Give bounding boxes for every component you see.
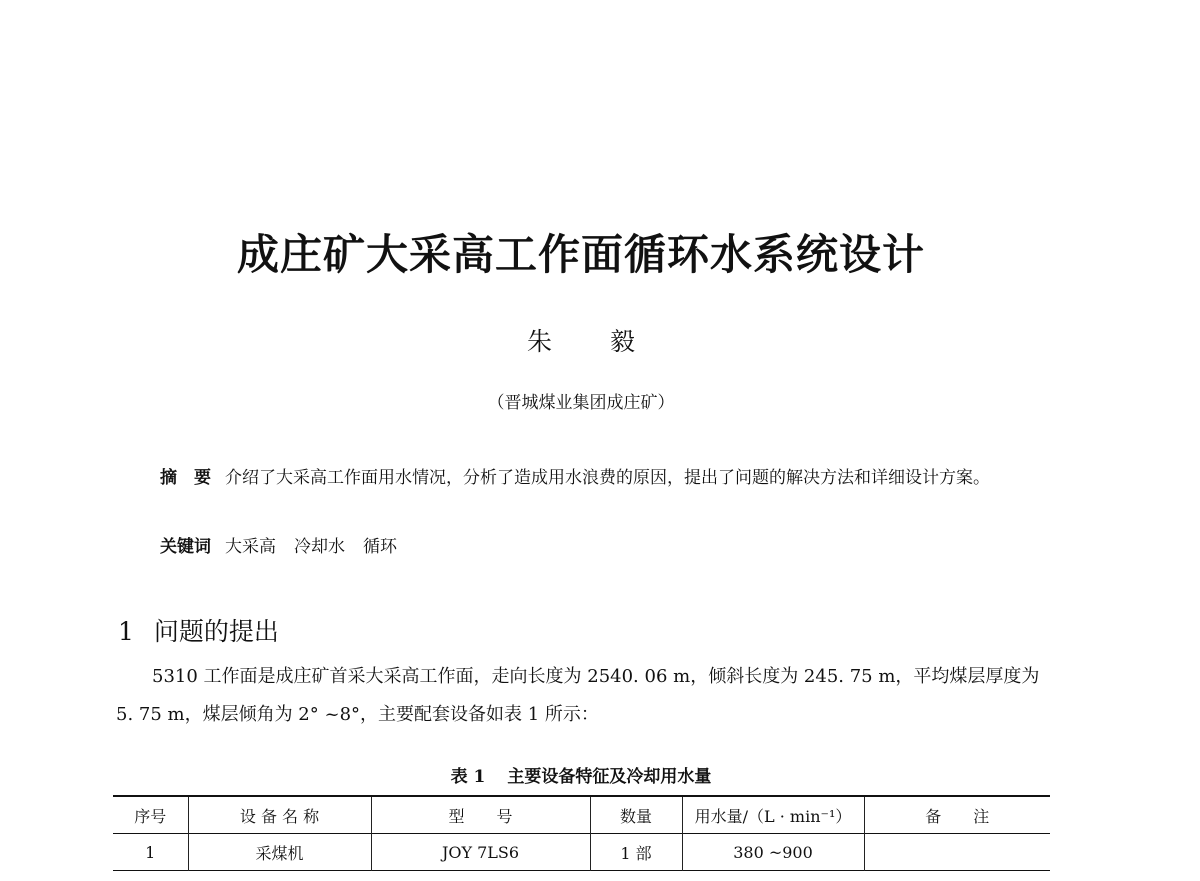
table-cell: 1 — [113, 834, 188, 871]
table-header-cell: 型 号 — [371, 796, 590, 834]
abstract-text: 介绍了大采高工作面用水情况，分析了造成用水浪费的原因，提出了问题的解决方法和详细设计方案。 — [225, 468, 990, 488]
section-title: 问题的提出 — [153, 617, 279, 646]
table-cell: JOY 7LS6 — [371, 834, 590, 871]
table-cell: 380 ~900 — [682, 834, 864, 871]
author-affiliation: （晋城煤业集团成庄矿） — [487, 393, 675, 413]
table-header-cell: 数量 — [590, 796, 682, 834]
keyword-item: 冷却水 — [294, 537, 345, 557]
keyword-item: 大采高 — [225, 537, 276, 557]
author-name: 朱 毅 — [527, 327, 635, 356]
table-header-cell: 备 注 — [864, 796, 1050, 834]
table-caption — [0, 762, 1162, 787]
table-header-cell: 序号 — [113, 796, 188, 834]
table-header-row — [113, 796, 1050, 834]
table-caption-text: 主要设备特征及冷却用水量 — [507, 767, 712, 787]
table-cell: 采煤机 — [188, 834, 371, 871]
keywords — [160, 532, 1040, 562]
table-row — [113, 834, 1050, 871]
table-header-cell: 用水量/（L · min⁻¹） — [682, 796, 864, 834]
keywords-label: 关键词 — [160, 537, 211, 557]
section-heading — [118, 612, 279, 648]
equipment-table — [113, 795, 1050, 871]
body-paragraph: 5310 工作面是成庄矿首采大采高工作面，走向长度为 2540. 06 m，倾斜长度为 245. 75 m，平均煤层厚度为 5. 75 m，煤层倾角为 2° ~8°，主要配套设备如表 1 所示： — [116, 666, 1040, 725]
table-header-cell: 设 备 名 称 — [188, 796, 371, 834]
table-cell — [864, 834, 1050, 871]
abstract — [160, 462, 1040, 494]
abstract-label: 摘 要 — [160, 468, 211, 488]
keyword-item: 循环 — [363, 537, 397, 557]
paper-title: 成庄矿大采高工作面循环水系统设计 — [236, 230, 925, 279]
table-caption-number: 表 1 — [450, 767, 486, 787]
table-cell: 1 部 — [590, 834, 682, 871]
section-number: 1 — [118, 617, 134, 646]
